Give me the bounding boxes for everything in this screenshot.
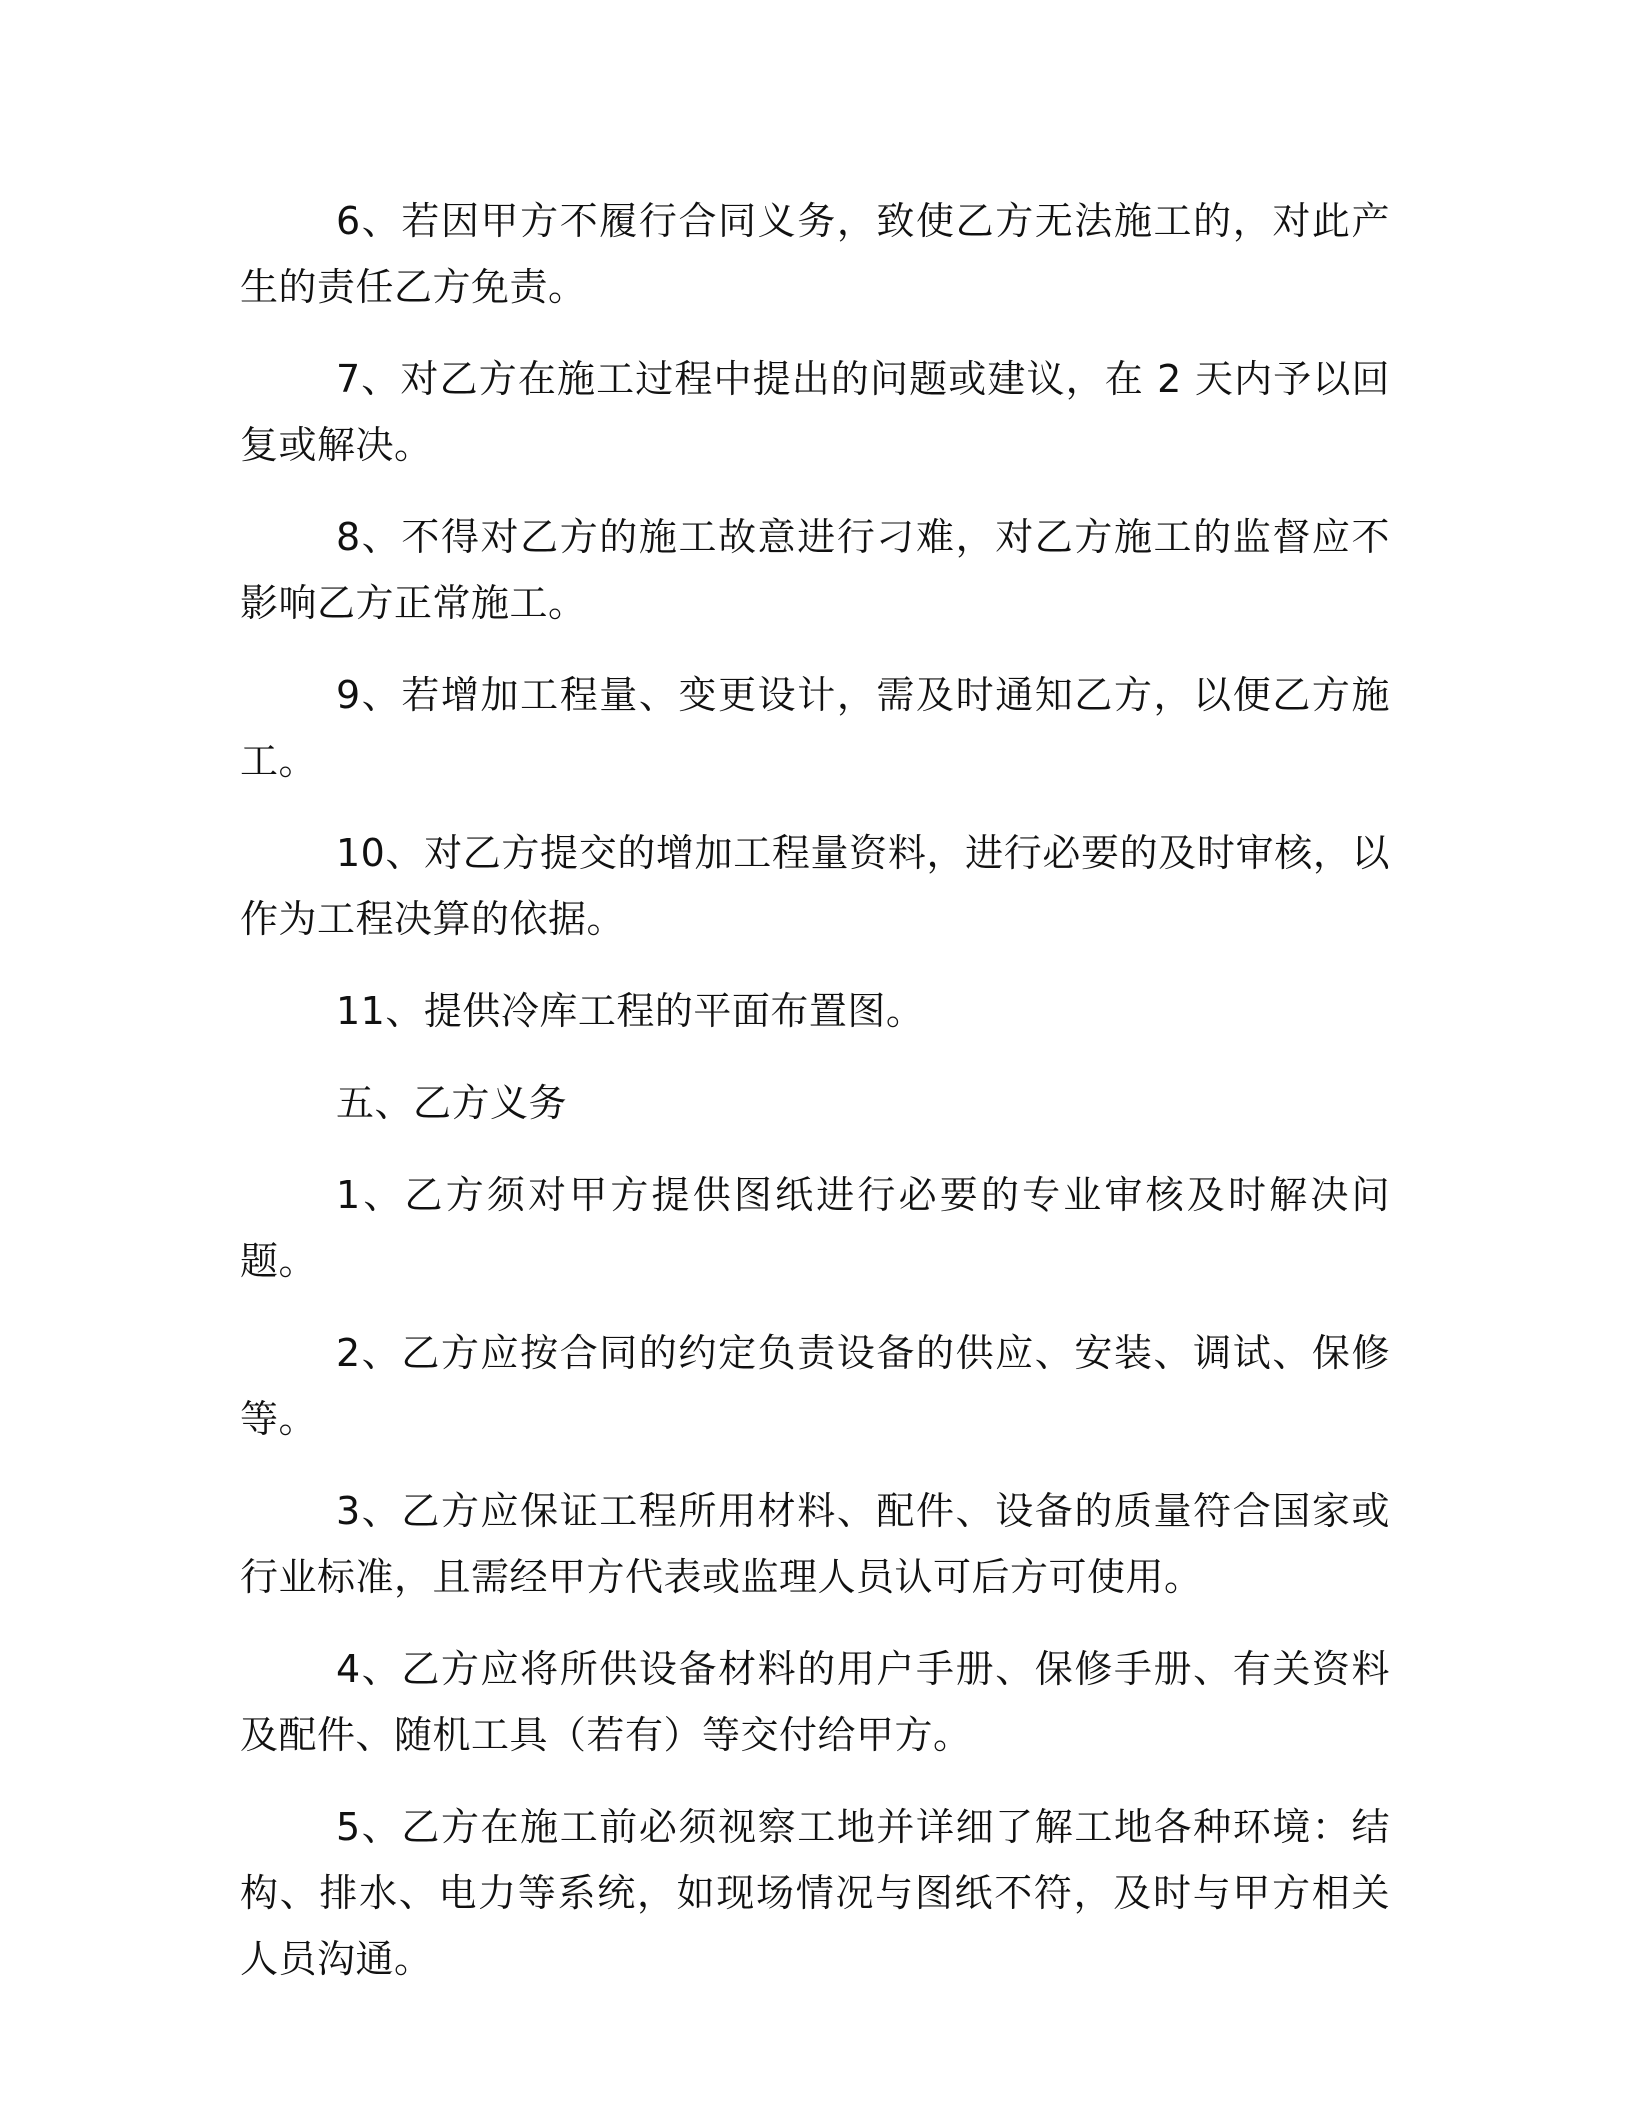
paragraph-7-party-a: 7、对乙方在施工过程中提出的问题或建议，在 2 天内予以回复或解决。	[240, 357, 1390, 467]
document-body	[240, 188, 1390, 2018]
section-heading-party-b-obligations: 五、乙方义务	[336, 1081, 568, 1125]
paragraph-1-party-b: 1、乙方须对甲方提供图纸进行必要的专业审核及时解决问题。	[240, 1173, 1390, 1283]
paragraph-6-party-a: 6、若因甲方不履行合同义务，致使乙方无法施工的，对此产生的责任乙方免责。	[240, 199, 1390, 309]
paragraph-4-party-b: 4、乙方应将所供设备材料的用户手册、保修手册、有关资料及配件、随机工具（若有）等交付给甲方。	[240, 1647, 1390, 1757]
paragraph-10-party-a: 10、对乙方提交的增加工程量资料，进行必要的及时审核，以作为工程决算的依据。	[240, 831, 1390, 941]
paragraph-2-party-b: 2、乙方应按合同的约定负责设备的供应、安装、调试、保修等。	[240, 1331, 1390, 1441]
paragraph-5-party-b: 5、乙方在施工前必须视察工地并详细了解工地各种环境：结构、排水、电力等系统，如现场情况与图纸不符，及时与甲方相关人员沟通。	[240, 1805, 1390, 1981]
paragraph-3-party-b: 3、乙方应保证工程所用材料、配件、设备的质量符合国家或行业标准，且需经甲方代表或监理人员认可后方可使用。	[240, 1489, 1390, 1599]
paragraph-9-party-a: 9、若增加工程量、变更设计，需及时通知乙方，以便乙方施工。	[240, 673, 1390, 783]
paragraph-11-party-a: 11、提供冷库工程的平面布置图。	[336, 989, 925, 1033]
paragraph-8-party-a: 8、不得对乙方的施工故意进行刁难，对乙方施工的监督应不影响乙方正常施工。	[240, 515, 1390, 625]
